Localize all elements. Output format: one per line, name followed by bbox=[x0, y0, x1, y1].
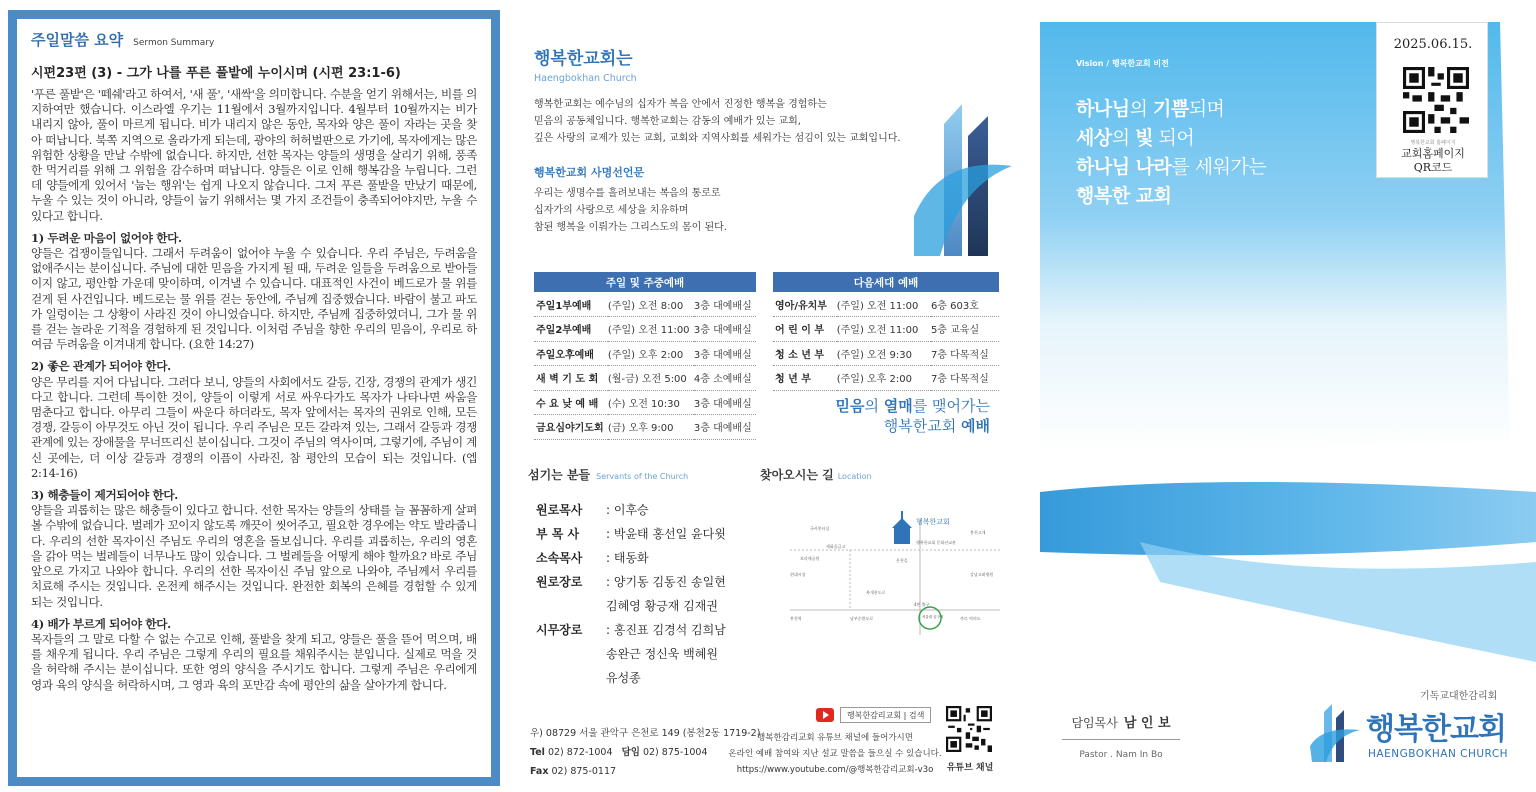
service-place: 5층 교육실 bbox=[931, 317, 999, 342]
vision-word: 빛 bbox=[1135, 127, 1153, 149]
servant-role: 소속목사 bbox=[536, 551, 583, 565]
location-title bbox=[760, 466, 872, 483]
service-time: (금) 오후 9:00 bbox=[608, 415, 694, 440]
youtube-info bbox=[726, 730, 944, 778]
servants-title bbox=[528, 466, 688, 483]
map-label: 보라매공원 bbox=[800, 556, 820, 561]
vision-word: 기쁨 bbox=[1152, 98, 1189, 120]
youtube-line: 행복한감리교회 유튜브 채널에 들어가시면 bbox=[757, 733, 913, 743]
youtube-line: 온라인 예배 참여와 지난 설교 말씀을 들으실 수 있습니다. bbox=[728, 749, 942, 759]
fax-number: 02) 875-0117 bbox=[551, 766, 617, 777]
sermon-body bbox=[31, 87, 477, 693]
service-time: (주일) 오전 11:00 bbox=[837, 292, 931, 317]
sermon-section-4-body: 목자들의 그 말로 다할 수 없는 수고로 인해, 풀밭을 찾게 되고, 양들은 풀을 뜯어 먹으며, 배를 채우게 됩니다. 우리 주님은 그렇게 우리의 필요를 채워주시는 분입니다. 실제로 먹을 것을 허락해 주시는 분이십니다. 또한 영의 양식을 주시기도 합니다. 그렇게 주님은 우리에게 영과 육의 양식을 허락하시며, 그 영과 육의 포만감 속에 평안의 삶을 살아가게 합니다. bbox=[31, 631, 477, 692]
table-row bbox=[773, 292, 999, 317]
location-title-en: Location bbox=[837, 472, 872, 481]
vision-word: 되며 bbox=[1188, 98, 1225, 120]
table-row bbox=[534, 366, 756, 391]
sermon-section-4-heading: 4) 배가 부르게 되어야 한다. bbox=[31, 616, 171, 631]
pastor-label: 담임목사 bbox=[1071, 716, 1118, 730]
servants-title-ko: 섬기는 분들 bbox=[528, 468, 591, 482]
church-logo-icon bbox=[1308, 702, 1362, 764]
map-label: 봉천역 bbox=[790, 616, 802, 621]
map-label: 은천길 bbox=[896, 558, 908, 563]
mission-line: 참된 행복을 이뤄가는 그리스도의 몸이 된다. bbox=[534, 222, 727, 233]
mission-statement bbox=[534, 185, 727, 236]
cover-panel bbox=[1040, 0, 1536, 792]
servant-role: 시무장로 bbox=[536, 623, 583, 637]
youtube-qr-code-icon[interactable] bbox=[946, 706, 992, 752]
service-time: (주일) 오전 9:30 bbox=[837, 341, 931, 366]
sermon-title: 주일말씀 요약 bbox=[31, 31, 124, 49]
map-label: 세화올급고 bbox=[826, 544, 846, 549]
list-item bbox=[536, 570, 726, 594]
vision-word: 행복한 교회 bbox=[1076, 185, 1172, 207]
servant-role bbox=[536, 594, 606, 618]
service-place: 7층 다목적실 bbox=[931, 366, 999, 391]
bulletin-date: 2025.06.15. bbox=[1393, 37, 1473, 52]
map-label: 국사봉터널 bbox=[810, 526, 830, 531]
main-worship-table bbox=[534, 272, 756, 440]
service-name: 청 소 년 부 bbox=[773, 341, 837, 366]
brand-name: 행복한교회 bbox=[1366, 712, 1506, 747]
servant-role: 부 목 사 bbox=[536, 527, 580, 541]
service-name: 청 년 부 bbox=[773, 366, 837, 391]
servant-role bbox=[536, 642, 606, 666]
service-name: 주일1부예배 bbox=[534, 292, 608, 317]
table-row bbox=[773, 341, 999, 366]
location-title-ko: 찾아오시는 길 bbox=[760, 468, 834, 482]
next-gen-worship-table bbox=[773, 272, 999, 391]
qr-caption-line: QR코드 bbox=[1413, 161, 1453, 174]
service-time: (주일) 오전 8:00 bbox=[608, 292, 694, 317]
slogan-word: 믿음 bbox=[835, 397, 865, 415]
service-place: 3층 대예배실 bbox=[694, 292, 756, 317]
service-name: 주일2부예배 bbox=[534, 317, 608, 342]
servant-names: 유성종 bbox=[606, 671, 641, 685]
date-qr-box bbox=[1376, 22, 1488, 178]
qr-caption-line: 교회홈페이지 bbox=[1401, 147, 1465, 160]
church-building-icon bbox=[892, 511, 912, 544]
list-item bbox=[536, 522, 726, 546]
servant-role: 원로장로 bbox=[536, 575, 583, 589]
slogan-word: 예배 bbox=[961, 417, 990, 435]
table-row bbox=[773, 366, 999, 391]
servant-names: : 박윤태 홍선일 윤다윗 bbox=[606, 527, 726, 541]
youtube-search-box[interactable] bbox=[816, 706, 936, 724]
church-brand bbox=[1306, 700, 1516, 766]
map-label: 행복한교회 문화선교관 bbox=[916, 540, 956, 545]
map-label: 서울대 입구역 bbox=[922, 615, 944, 619]
vision-word: 하나님 bbox=[1076, 98, 1130, 120]
servant-names: : 홍진표 김경석 김희남 bbox=[606, 623, 726, 637]
worship-slogan bbox=[800, 396, 990, 436]
servant-role bbox=[536, 666, 606, 690]
church-intro bbox=[534, 96, 914, 147]
sermon-section-1-heading: 1) 두려운 마음이 없어야 한다. bbox=[31, 230, 182, 245]
main-worship-title: 주일 및 주중예배 bbox=[534, 272, 756, 292]
qr-tiny-text: 행복한교회 홈페이지 bbox=[1410, 140, 1456, 146]
pastor-name: 남 인 보 bbox=[1123, 716, 1171, 731]
church-intro-header bbox=[534, 44, 637, 84]
brand-name-en: HAENGBOKHAN CHURCH bbox=[1368, 748, 1509, 760]
service-place: 3층 대예배실 bbox=[694, 341, 756, 366]
address: 우) 08729 서울 관악구 은천로 149 (봉천2동 1719-2) bbox=[530, 728, 761, 739]
servant-names: 송완근 정신욱 백혜원 bbox=[606, 647, 718, 661]
church-intro-line: 믿음의 공동체입니다. 행복한교회는 감동의 예배가 있는 교회, bbox=[534, 116, 801, 127]
map-label: 현대시장 bbox=[790, 572, 806, 577]
service-place: 3층 대예배실 bbox=[694, 390, 756, 415]
service-place: 4층 소예배실 bbox=[694, 366, 756, 391]
list-item bbox=[536, 666, 726, 690]
youtube-icon bbox=[816, 708, 834, 722]
next-gen-title: 다음세대 예배 bbox=[773, 272, 999, 292]
list-item bbox=[536, 498, 726, 522]
map-label: 남부순환도로 bbox=[850, 616, 874, 621]
servant-names: 김혜영 황긍재 김재권 bbox=[606, 599, 718, 613]
vision-word: 의 bbox=[1111, 127, 1136, 149]
sermon-section-2-body: 양은 무리를 지어 다닙니다. 그러다 보니, 양들의 사회에서도 갈등, 긴장, 경쟁의 관계가 생긴다고 합니다. 그런데 특이한 것이, 양들이 이렇게 서로 싸우다가도 목자가 나타나면 싸움을 멈춘다고 합니다. 아무리 그들이 싸운다 하더라도, 목자 앞에서는 목자의 권위로 인해, 모든 경쟁, 갈등이 아무것도 아닌 것이 됩니다. 우리 주님은 모든 갈라져 있는, 그래서 갈등과 경쟁 관계에 있는 장애물을 무너뜨리신 분이십니다. 그것이 주님의 역사이며, 그렇기에, 주님이 계신 곳에는, 더 이상 갈등과 경쟁의 이픔이 사라진, 참 평안의 모습이 되는 것입니다. (엡 2:14-16) bbox=[31, 374, 477, 480]
service-time: (수) 오전 10:30 bbox=[608, 390, 694, 415]
service-time: (주일) 오후 2:00 bbox=[608, 341, 694, 366]
dm-number: 02) 875-1004 bbox=[642, 747, 708, 758]
vision-statement bbox=[1076, 95, 1266, 211]
church-intro-line: 깊은 사랑의 교제가 있는 교회, 교회와 지역사회를 세워가는 섬김이 있는 교회입니다. bbox=[534, 133, 901, 144]
servants-title-en: Servants of the Church bbox=[596, 472, 689, 481]
vision-label: Vision / 행복한교회 비전 bbox=[1076, 59, 1169, 68]
service-name: 수 요 낮 예 배 bbox=[534, 390, 608, 415]
sermon-subtitle: Sermon Summary bbox=[133, 38, 215, 48]
map-label: 봉천고개 bbox=[970, 530, 986, 535]
fax-label: Fax bbox=[530, 766, 549, 777]
table-row bbox=[534, 415, 756, 440]
sermon-section-2-heading: 2) 좋은 관계가 되어야 한다. bbox=[31, 359, 171, 374]
service-name: 어 린 이 부 bbox=[773, 317, 837, 342]
youtube-search-text: 행복한감리교회 | 검색 bbox=[840, 707, 931, 723]
servant-names: : 태동화 bbox=[606, 551, 649, 565]
service-name: 새 벽 기 도 회 bbox=[534, 366, 608, 391]
map-label: 까르 여의도 bbox=[960, 616, 981, 621]
slogan-word: 행복한교회 bbox=[883, 417, 962, 435]
servant-names: : 양기동 김동진 송일현 bbox=[606, 575, 726, 589]
sermon-section-3-body: 양들을 괴롭히는 많은 해충들이 있다고 합니다. 선한 목자는 양들의 상태를 늘 꼼꼼하게 살펴볼 수밖에 없습니다. 벌레가 꼬이지 않도록 깨끗이 씻어주고, 필요한 경우에는 약도 발라줍니다. 우리의 선한 목자이신 주님도 우리의 영혼을 돌보십니다. 우리를 괴롭히는, 우리의 영혼을 갉아 먹는 벌레들이 너무나도 많이 있습니다. 그 벌레들을 어떻게 해야 할까요? 바로 주님 앞으로 가지고 나와야 합니다. 우리의 선한 목자이신 주님 앞으로 나와야, 주님께서 우리를 치료해 주시는 것입니다. 온전케 해주시는 것입니다. 완전한 회복의 은혜를 경험할 수 있게 되는 것입니다. bbox=[31, 503, 477, 609]
youtube-qr-caption: 유튜브 채널 bbox=[946, 763, 994, 773]
service-place: 6층 603호 bbox=[931, 292, 999, 317]
service-time: (주일) 오전 11:00 bbox=[837, 317, 931, 342]
dm-label: 담임 bbox=[621, 747, 640, 758]
sermon-panel bbox=[8, 10, 500, 786]
service-name: 금요심야기도회 bbox=[534, 415, 608, 440]
denomination: 기독교대한감리회 bbox=[1420, 691, 1498, 702]
service-name: 영아/유치부 bbox=[773, 292, 837, 317]
vision-word: 를 세워가는 bbox=[1171, 156, 1267, 178]
sermon-section-1-body: 양들은 겁쟁이들입니다. 그래서 두려움이 없어야 누울 수 있습니다. 우리 주님은, 두려움을 없애주시는 분이십니다. 주님에 대한 믿음을 가지게 될 때, 두려운 일들을 두려움으로 받아들이지 않고, 평안함 가운데 맞이하며, 이겨낼 수 있습니다. 대표적인 사건이 베드로가 물 위를 걷게 된 사건입니다. 베드로는 물 위를 걷는 동안에, 주님께 집중했습니다. 바람이 불고 파도가 일렁이는 그 상황이 사라진 것이 아니었습니다. 하지만, 주님께 집중하였더니, 그가 물 위를 걷는 놀라운 기적을 경험하게 된 것입니다. 이처럼 주님을 향한 우리의 믿음이, 우리로 하여금 두려움을 이겨내게 합니다. (요한 14:27) bbox=[31, 246, 477, 352]
vision-word: 세상 bbox=[1076, 127, 1112, 149]
sermon-verse: 시편23편 (3) - 그가 나를 푸른 풀밭에 누이시며 (시편 23:1-6) bbox=[31, 66, 401, 81]
sermon-intro: '푸른 풀밭'은 '떼쉐'라고 하여서, '새 풀', '새싹'을 의미합니다. 수분을 얻기 위해서는, 비를 의지하여만 했습니다. 이스라엘 우기는 11월에서 3월까지입니다. 4월부터 10월까지는 비가 내리지 않아, 풀이 마르게 됩니다. 비가 내리지 않은 동안, 목자와 양은 풀이 자라는 곳을 찾아 떠납니다. 북쪽 지역으로 올라가게 되는데, 광야의 허허벌판으로 가기에, 목자에게는 많은 위험한 상황을 만날 수밖에 없습니다. 하지만, 선한 목자는 양들의 생명을 살리기 위해, 풍족한 먹거리를 위해 그 위험을 감수하며 떠납니다. 양들은 이로 인해 행복감을 누립니다. 그런데 양들에게 있어서 '눕는 행위'는 쉽게 나오지 않습니다. 그저 푸른 풀밭을 만났기 때문에, 누울 수 있는 것이 아니라, 양들이 눕기 위해서는 몇 가지 조건들이 충족되어야지만, 누울 수 있다고 합니다. bbox=[31, 87, 477, 223]
mission-title: 행복한교회 사명선언문 bbox=[534, 166, 645, 179]
church-intro-line: 행복한교회는 예수님의 십자가 복음 안에서 진정한 행복을 경험하는 bbox=[534, 99, 827, 110]
mission-line: 십자가의 사랑으로 세상을 치유하며 bbox=[534, 205, 689, 216]
location-map bbox=[770, 510, 1010, 640]
tel-number: 02) 872-1004 bbox=[547, 747, 613, 758]
slogan-word: 열매 bbox=[883, 397, 913, 415]
service-time: (주일) 오후 2:00 bbox=[837, 366, 931, 391]
map-label: 4번 출구 bbox=[914, 602, 930, 607]
table-row bbox=[534, 341, 756, 366]
sermon-header bbox=[31, 29, 477, 50]
senior-pastor bbox=[1062, 712, 1180, 740]
slogan-word: 를 맺어가는 bbox=[912, 397, 990, 415]
list-item bbox=[536, 618, 726, 642]
sermon-section-3-heading: 3) 해충들이 제거되어야 한다. bbox=[31, 488, 178, 503]
map-label-church: 행복한교회 bbox=[916, 518, 950, 526]
service-name: 주일오후예배 bbox=[534, 341, 608, 366]
vision-word: 하나님 나라 bbox=[1076, 156, 1172, 178]
servant-role: 원로목사 bbox=[536, 503, 583, 517]
church-name: 행복한교회는 bbox=[534, 49, 633, 69]
slogan-word: 의 bbox=[864, 397, 884, 415]
church-info-panel bbox=[520, 0, 1020, 792]
mission-line: 우리는 생명수를 흘려보내는 복음의 통로로 bbox=[534, 188, 721, 199]
list-item bbox=[536, 642, 726, 666]
list-item bbox=[536, 594, 726, 618]
table-row bbox=[534, 390, 756, 415]
list-item bbox=[536, 546, 726, 570]
vision-word: 되어 bbox=[1152, 127, 1195, 149]
table-row bbox=[534, 292, 756, 317]
service-time: (주일) 오전 11:00 bbox=[608, 317, 694, 342]
service-time: (월-금) 오전 5:00 bbox=[608, 366, 694, 391]
map-label: 복개천도로 bbox=[866, 590, 886, 595]
homepage-qr-caption bbox=[1377, 147, 1489, 175]
service-place: 3층 대예배실 bbox=[694, 415, 756, 440]
servants-list bbox=[536, 498, 726, 690]
servant-names: : 이후승 bbox=[606, 503, 649, 517]
service-place: 3층 대예배실 bbox=[694, 317, 756, 342]
church-name-en: Haengbokhan Church bbox=[534, 73, 637, 84]
tel-label: Tel bbox=[530, 747, 545, 758]
map-label: 강남고려병원 bbox=[970, 572, 994, 577]
table-row bbox=[534, 317, 756, 342]
service-place: 7층 다목적실 bbox=[931, 341, 999, 366]
vision-word: 의 bbox=[1129, 98, 1153, 120]
pastor-name-en: Pastor . Nam In Bo bbox=[1079, 750, 1163, 760]
church-emblem-icon bbox=[900, 96, 1016, 266]
homepage-qr-code-icon[interactable] bbox=[1403, 67, 1469, 133]
youtube-url[interactable]: https://www.youtube.com/@행복한감리교회-v3o bbox=[736, 765, 934, 775]
table-row bbox=[773, 317, 999, 342]
